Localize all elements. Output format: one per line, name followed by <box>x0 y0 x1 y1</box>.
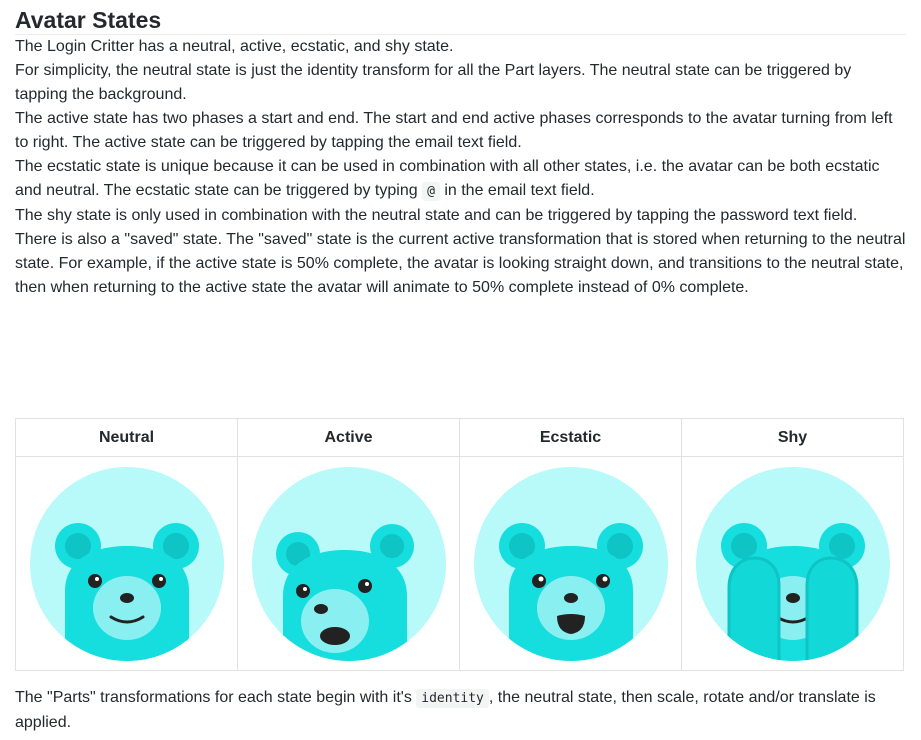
paragraph-parts-text-b: , the neutral state, then scale, rotate and/or translate is applied. <box>15 689 876 731</box>
bear-shy-image <box>695 466 891 662</box>
paragraph-shy: The shy state is only used in combination with the neutral state and can be triggered by tapping the password text field. <box>15 207 858 224</box>
bear-neutral-image <box>29 466 225 662</box>
paragraph-parts <box>15 686 906 735</box>
paragraph-intro: The Login Critter has a neutral, active, ecstatic, and shy state. <box>15 38 454 55</box>
inline-code-at: @ <box>422 182 440 201</box>
paragraph-parts-text-a: The "Parts" transformations for each state begin with it's <box>15 689 417 706</box>
paragraph-ecstatic <box>15 155 906 204</box>
header-active: Active <box>238 419 460 457</box>
bear-ecstatic-image <box>473 466 669 662</box>
section-heading: Avatar States <box>15 0 906 35</box>
paragraph-ecstatic-text-b: in the email text field. <box>439 182 595 199</box>
cell-active <box>238 457 460 671</box>
avatar-states-table <box>15 418 904 671</box>
cell-shy <box>682 457 904 671</box>
table-header-row <box>16 419 904 457</box>
bear-active-image <box>251 466 447 662</box>
cell-neutral <box>16 457 238 671</box>
paragraph-ecstatic-text-a: The ecstatic state is unique because it can be used in combination with all other states, i.e. the avatar can be both ecstatic and neutral. The ecstatic state can be triggered by typing <box>15 158 880 199</box>
header-neutral: Neutral <box>16 419 238 457</box>
paragraph-saved: There is also a "saved" state. The "saved" state is the current active transformation that is stored when returning to the neutral state. For example, if the active state is 50% complete, the avatar is looking straight down, and transitions to the neutral state, then when returning to the active state the avatar will animate to 50% complete instead of 0% complete. <box>15 231 906 296</box>
header-ecstatic: Ecstatic <box>460 419 682 457</box>
cell-ecstatic <box>460 457 682 671</box>
inline-code-identity: identity <box>416 689 489 708</box>
paragraph-neutral: For simplicity, the neutral state is just the identity transform for all the Part layers. The neutral state can be triggered by tapping the background. <box>15 62 852 103</box>
table-row <box>16 457 904 671</box>
paragraph-active: The active state has two phases a start and end. The start and end active phases corresponds to the avatar turning from left to right. The active state can be triggered by tapping the email text field. <box>15 110 893 151</box>
header-shy: Shy <box>682 419 904 457</box>
